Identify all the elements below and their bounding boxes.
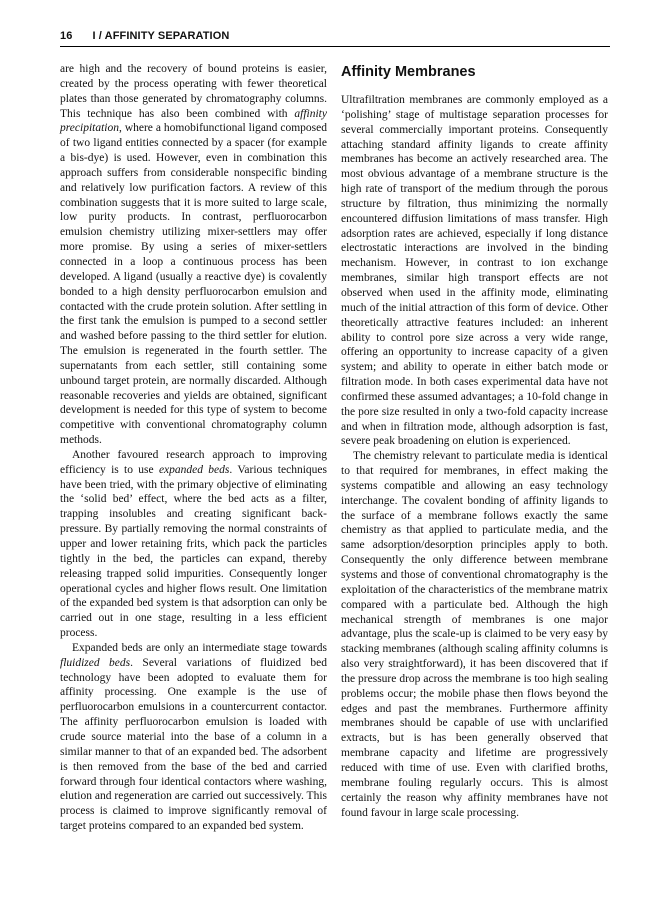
running-title: I / AFFINITY SEPARATION bbox=[92, 30, 230, 42]
italic-term: affinity precipitation bbox=[60, 107, 327, 135]
paragraph-text: Expanded beds are only an intermediate stage towards bbox=[72, 641, 327, 654]
italic-term: fluidized beds bbox=[60, 656, 131, 669]
paragraph-text: . Various techniques have been tried, with the primary objective of eliminating the ‘solid bed’ effect, where the bed acts as a filter, trapping insolubles and creating significant back-pressure. By partially removing the normal constraints of upper and lower retaining frits, which pack the particles tightly in the bed, the particles can expand, thereby releasing trapped solid impurities. Consequently longer operational cycles and higher flows result. One limitation of the expanded bed system is that adsorption can only be carried out in one stage, resulting in a less efficient process. bbox=[60, 463, 327, 640]
paragraph-text: , where a homobifunctional ligand composed of two ligand entities connected by a spacer (for example a bis-dye) is used. However, even in combination this approach suffers from considerable nonspecific binding and relatively low purification factors. A review of this combination suggests that it is more suited to large scale, low purity products. In contrast, perfluorocarbon emulsion chemistry utilizing mixer-settlers may offer more promise. By using a series of mixer-settlers connected in a loop a continuous process has been developed. A ligand (usually a reactive dye) is covalently bonded to a high density perfluorocarbon emulsion and contacted with the crude protein solution. After settling in the first tank the emulsion is pumped to a second settler and washed before passing to the third settler for elution. The emulsion is regenerated in the fourth settler. The supernatants from each settler, still containing some unbound target protein, are normally discarded. Although reasonable recoveries and yields are obtained, significant development is needed for this type of system to become competitive with conventional chromatography column methods. bbox=[60, 122, 327, 447]
header-rule bbox=[60, 46, 610, 47]
paragraph: Ultrafiltration membranes are commonly employed as a ‘polishing’ stage of multistage separation processes for several commercially important proteins. Consequently attaching standard affinity ligands to create affinity membranes has become an actively researched area. The most obvious advantage of a membrane structure is the high rate of transport of the medium through the porous structure by filtration, thus minimizing the normally encountered diffusion limitations of mass transfer. High adsorption rates are achieved, especially if long distance electrostatic interactions are involved in the binding mechanism. However, in contrast to ion exchange membranes, similar high transport effects are not observed when used in the affinity mode, eliminating much of the initial attraction of this form of device. Other theoretically attractive features included: an inherent ability to control pore size across a very wide range, offering an opportunity to increase capacity of a given system; and ability to operate in either batch mode or filtration mode. In both cases experimental data have not confirmed these assumed advantages; a 10-fold change in the pore size resulted in only a two-fold capacity increase and when in filtration mode, although adsorption is fast, severe peak broadening on elution is experienced. bbox=[341, 94, 608, 448]
running-header bbox=[60, 30, 610, 42]
left-column bbox=[60, 62, 327, 834]
paragraph-text: are high and the recovery of bound proteins is easier, created by the process operating with fewer theoretical plates than those generated by chromatography columns. This technique has also been combined with bbox=[60, 63, 327, 120]
page-number: 16 bbox=[60, 30, 73, 42]
right-column bbox=[341, 62, 608, 820]
paragraph bbox=[60, 448, 327, 641]
paragraph-text: Another favoured research approach to improving efficiency is to use bbox=[60, 448, 327, 476]
italic-term: expanded beds bbox=[158, 463, 230, 476]
paragraph: The chemistry relevant to particulate media is identical to that required for membranes, in effect making the systems compatible and allowing an easy technology interchange. The covalent bonding of affinity ligands to the surface of a membrane follows exactly the same chemistry as that applied to particulate media, and the same adsorption/desorption principles apply to both. Consequently the only difference between membrane systems and those of conventional chromatography is the exploitation of the characteristics of the membrane matrix compared with a particulate bed. Although the high mechanical strength of membranes is one major advantage, plus the scale-up is claimed to be very easy by stacking membranes (although scaling affinity columns is also very straightforward), it has been discovered that if the pressure drop across the membrane is too high sealing problems occur; the mobile phase then flows beyond the edges and past the membranes. Furthermore affinity membranes should be capable of use with unclarified extracts, but is has been generally observed that membrane capacity and lifetime are progressively reduced with time of use. Even with clarified broths, membrane fouling regularly occurs. This is almost certainly the reason why affinity membranes have not found favour in large scale processing. bbox=[341, 450, 608, 819]
paragraph bbox=[60, 62, 327, 448]
paragraph bbox=[60, 641, 327, 834]
paragraph-text: . Several variations of fluidized bed technology have been adopted to evaluate them for affinity processing. One example is the use of perfluorocarbon emulsions in a countercurrent contactor. The affinity perfluorocarbon emulsion is loaded with crude source material into the base of a column in a similar manner to that of an expanded bed. The adsorbent is then removed from the base of the bed and carried forward through four identical contactors where washing, elution and regeneration are carried out successively. This process is claimed to improve significantly removal of target proteins compared to an expanded bed system. bbox=[60, 656, 327, 833]
section-title: Affinity Membranes bbox=[341, 64, 476, 80]
